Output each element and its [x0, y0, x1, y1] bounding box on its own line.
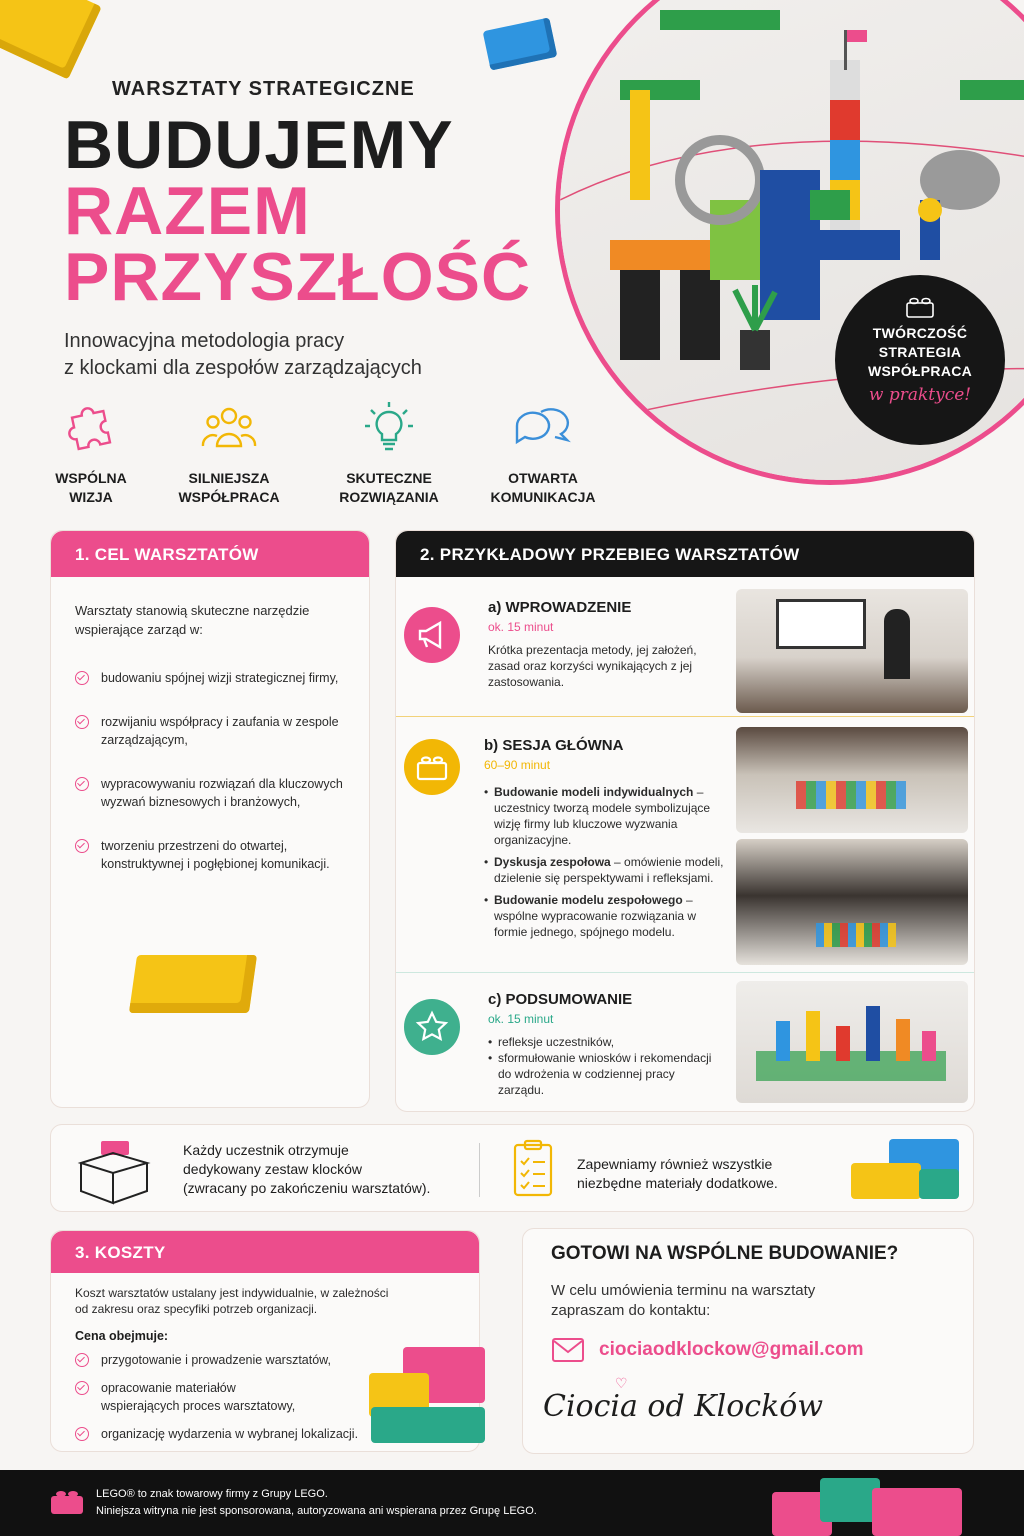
creativity-badge [835, 275, 1005, 445]
badge-script: w praktyce! [868, 385, 972, 405]
check-icon [75, 671, 89, 685]
heart-icon: ♡ [615, 1375, 628, 1391]
kicker: WARSZTATY STRATEGICZNE [112, 78, 415, 100]
team-discussion-photo [736, 839, 968, 965]
subtitle-line: Innowacyjna metodologia pracy [64, 330, 345, 352]
blue-brick-decoration [483, 17, 558, 70]
cost-item: organizację wydarzenia w wybranej lokalizacji. [75, 1425, 365, 1443]
brick-icon [905, 295, 935, 319]
step-title: c) PODSUMOWANIE [488, 991, 633, 1008]
costs-intro: Koszt warsztatów ustalany jest indywidualnie, w zależności od zakresu oraz specyfiki potrzeb organizacji. [75, 1286, 389, 1316]
feature-shared-vision [26, 400, 156, 507]
step-title: a) WPROWADZENIE [488, 599, 632, 616]
feature-label: SILNIEJSZA WSPÓŁPRACA [178, 470, 280, 505]
team-icon [199, 400, 259, 456]
step-main-session [396, 719, 974, 973]
yellow-brick-decoration [851, 1163, 921, 1199]
goal-item: budowaniu spójnej wizji strategicznej firmy, [75, 669, 347, 687]
contact-email-link[interactable]: ciociaodklockow@gmail.com [599, 1339, 864, 1360]
page-title [64, 107, 532, 315]
megaphone-icon [404, 607, 460, 663]
cost-item: opracowanie materiałów wspierających proces warsztatowy, [75, 1379, 315, 1415]
badge-line: TWÓRCZOŚĆ [872, 325, 968, 341]
badge-line: STRATEGIA [878, 344, 962, 360]
chat-icon [511, 400, 575, 456]
pink-brick-decoration [872, 1488, 962, 1536]
gift-box-icon [75, 1133, 153, 1207]
list-item: • Dyskusja zespołowa – omówienie modeli, dzielenie się perspektywami i refleksjami. [484, 854, 724, 886]
title-line: PRZYSZŁOŚĆ [64, 239, 532, 315]
goal-item: wypracowywaniu rozwiązań dla kluczowych wyzwań biznesowych i branżowych, [75, 775, 347, 811]
agenda-card [395, 530, 975, 1112]
goal-card [50, 530, 370, 1108]
step-duration: ok. 15 minut [488, 1012, 554, 1026]
team-model-photo [736, 981, 968, 1103]
mail-icon [551, 1337, 585, 1363]
step-summary [396, 975, 974, 1109]
feature-label: OTWARTA KOMUNIKACJA [490, 470, 596, 505]
goal-heading: 1. CEL WARSZTATÓW [51, 531, 369, 577]
goal-item: tworzeniu przestrzeni do otwartej, konstruktywnej i pogłębionej komunikacji. [75, 837, 347, 873]
kit-info-strip [50, 1124, 974, 1212]
costs-card [50, 1230, 480, 1452]
feature-cooperation [164, 400, 294, 507]
kit-text: Każdy uczestnik otrzymuje dedykowany zestaw klocków (zwracany po zakończeniu warsztatów). [183, 1142, 431, 1196]
contact-card [522, 1228, 974, 1454]
goal-item: rozwijaniu współpracy i zaufania w zespole zarządzającym, [75, 713, 347, 749]
building-session-photo [736, 727, 968, 833]
includes-label: Cena obejmuje: [75, 1329, 169, 1343]
subtitle [64, 328, 422, 382]
check-icon [75, 1381, 89, 1395]
puzzle-icon [61, 400, 121, 456]
step-title: b) SESJA GŁÓWNA [484, 737, 624, 754]
lightbulb-icon [359, 400, 419, 456]
teal-brick-decoration [371, 1407, 485, 1443]
cost-item: przygotowanie i prowadzenie warsztatów, [75, 1351, 345, 1369]
materials-text: Zapewniamy również wszystkie niezbędne materiały dodatkowe. [577, 1156, 778, 1191]
teal-brick-decoration [919, 1169, 959, 1199]
main-session-list [484, 784, 724, 940]
feature-communication [478, 400, 608, 507]
brick-icon [404, 739, 460, 795]
check-icon [75, 1353, 89, 1367]
feature-label: WSPÓLNA WIZJA [55, 470, 127, 505]
footer-text: LEGO® to znak towarowy firmy z Grupy LEGO. Niniejsza witryna nie jest sponsorowana, autoryzowana ani wspierana przez Grupę LEGO. [96, 1488, 537, 1517]
title-line: RAZEM [64, 173, 311, 249]
teal-brick-decoration [820, 1478, 880, 1522]
check-icon [75, 839, 89, 853]
costs-heading: 3. KOSZTY [51, 1231, 479, 1273]
divider [479, 1143, 480, 1197]
badge-line: WSPÓŁPRACA [867, 363, 973, 379]
goal-intro: Warsztaty stanowią skuteczne narzędzie wspierające zarząd w: [75, 603, 310, 637]
signature: Ciocia od Klocków [543, 1389, 824, 1424]
title-line: BUDUJEMY [64, 107, 454, 183]
contact-heading: GOTOWI NA WSPÓLNE BUDOWANIE? [551, 1243, 899, 1264]
list-item: • sformułowanie wniosków i rekomendacji do wdrożenia w codziennej pracy zarządu. [488, 1050, 718, 1098]
check-icon [75, 1427, 89, 1441]
yellow-brick-decoration [129, 955, 257, 1013]
list-item: • refleksje uczestników, [488, 1034, 718, 1050]
list-item: • Budowanie modelu zespołowego – wspólne wypracowanie rozwiązania w formie jednego, spójnego modelu. [484, 892, 724, 940]
footer [0, 1470, 1024, 1536]
check-icon [75, 715, 89, 729]
step-duration: ok. 15 minut [488, 620, 554, 634]
step-text: Krótka prezentacja metody, jej założeń, zasad oraz korzyści wynikających z jej zastosowania. [488, 643, 697, 689]
list-item: • Budowanie modeli indywidualnych – uczestnicy tworzą modele symbolizujące wizję firmy lub kluczowe wyzwania organizacyjne. [484, 784, 724, 848]
brick-logo-icon [48, 1484, 86, 1518]
summary-list [488, 1034, 718, 1098]
checklist-icon [509, 1137, 557, 1201]
check-icon [75, 777, 89, 791]
yellow-brick-decoration [0, 0, 102, 79]
feature-label: SKUTECZNE ROZWIĄZANIA [339, 470, 439, 505]
presentation-photo [736, 589, 968, 713]
contact-text: W celu umówienia terminu na warsztaty zapraszam do kontaktu: [551, 1282, 816, 1319]
star-icon [404, 999, 460, 1055]
subtitle-line: z klockami dla zespołów zarządzających [64, 357, 422, 379]
step-duration: 60–90 minut [484, 758, 551, 772]
feature-solutions [324, 400, 454, 507]
step-introduction [396, 587, 974, 717]
agenda-heading: 2. PRZYKŁADOWY PRZEBIEG WARSZTATÓW [396, 531, 974, 577]
